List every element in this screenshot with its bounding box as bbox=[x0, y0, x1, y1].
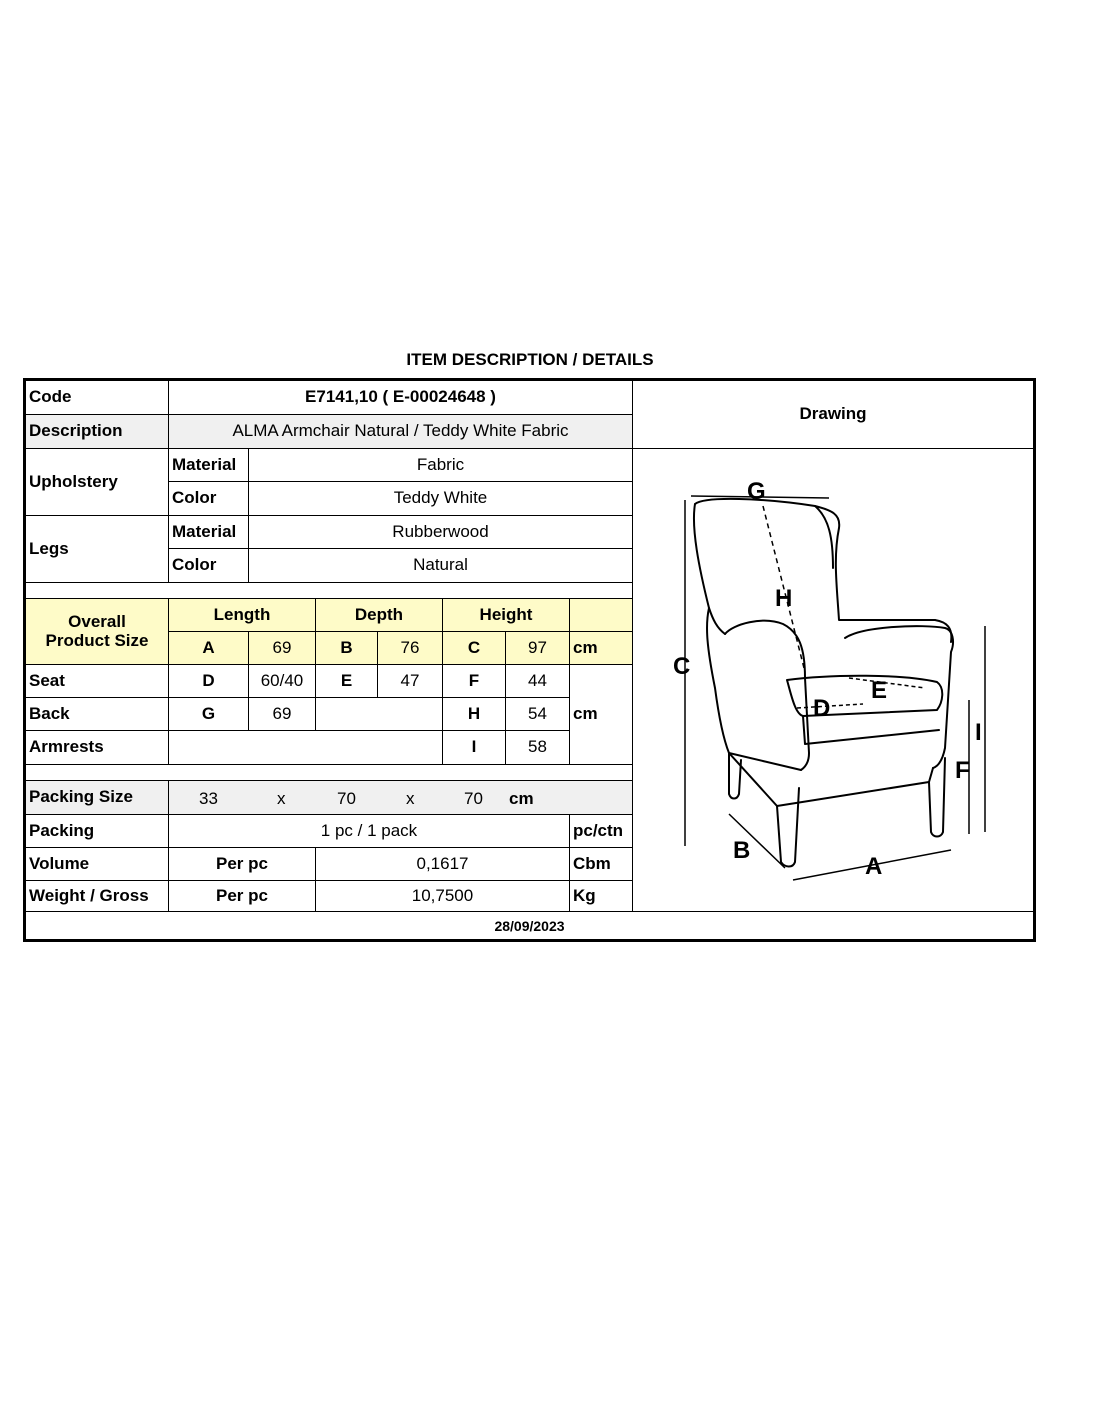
packing-size-label: Packing Size bbox=[26, 781, 169, 815]
packing-size-unit: cm bbox=[509, 789, 534, 808]
depth-header: Depth bbox=[316, 599, 443, 632]
chair-seat bbox=[787, 676, 942, 716]
dim-e-value: 47 bbox=[378, 665, 443, 698]
seat-label: Seat bbox=[26, 665, 169, 698]
overall-size-label-line2: Product Size bbox=[45, 630, 149, 650]
upholstery-label: Upholstery bbox=[26, 449, 169, 516]
letter-f: F bbox=[955, 757, 970, 784]
overall-size-label-line1: Overall bbox=[68, 611, 126, 631]
letter-a: A bbox=[865, 853, 883, 880]
volume-unit: Cbm bbox=[570, 848, 633, 881]
packing-size-d2: 70 bbox=[337, 789, 356, 808]
packing-label: Packing bbox=[26, 815, 169, 848]
legs-material-label: Material bbox=[169, 516, 249, 549]
height-header: Height bbox=[443, 599, 570, 632]
chair-leg-front-left bbox=[777, 788, 799, 867]
dim-b-label: B bbox=[316, 632, 378, 665]
dim-c-value: 97 bbox=[506, 632, 570, 665]
dim-g-value: 69 bbox=[249, 698, 316, 731]
dim-e-label: E bbox=[316, 665, 378, 698]
legs-color-value: Natural bbox=[249, 549, 633, 583]
weight-value: 10,7500 bbox=[316, 881, 570, 912]
packing-size-row bbox=[169, 781, 633, 815]
legs-label: Legs bbox=[26, 516, 169, 583]
letter-d: D bbox=[813, 695, 831, 722]
weight-label: Weight / Gross bbox=[26, 881, 169, 912]
dim-i-value: 58 bbox=[506, 731, 570, 765]
chair-leg-front-right bbox=[929, 758, 945, 837]
dim-c-label: C bbox=[443, 632, 506, 665]
volume-per: Per pc bbox=[169, 848, 316, 881]
legs-color-label: Color bbox=[169, 549, 249, 583]
spacer-row bbox=[26, 583, 633, 599]
dim-d-value: 60/40 bbox=[249, 665, 316, 698]
letter-e: E bbox=[871, 677, 888, 704]
page-title: ITEM DESCRIPTION / DETAILS bbox=[406, 350, 654, 369]
upholstery-color-value: Teddy White bbox=[249, 482, 633, 516]
dim-d-label: D bbox=[169, 665, 249, 698]
packing-size-d3: 70 bbox=[464, 789, 483, 808]
dim-f-label: F bbox=[443, 665, 506, 698]
code-value: E7141,10 ( E-00024648 ) bbox=[169, 381, 633, 415]
seat-back-arm-unit: cm bbox=[570, 665, 633, 765]
back-blank bbox=[316, 698, 443, 731]
letter-h: H bbox=[775, 585, 793, 612]
unit-header-blank bbox=[570, 599, 633, 632]
chair-left-arm-front bbox=[707, 608, 801, 770]
packing-value: 1 pc / 1 pack bbox=[169, 815, 570, 848]
chair-right-arm bbox=[845, 626, 953, 768]
overall-size-label bbox=[26, 599, 169, 665]
chair-left-arm bbox=[725, 621, 809, 770]
back-label: Back bbox=[26, 698, 169, 731]
upholstery-color-label: Color bbox=[169, 482, 249, 516]
chair-back-outline bbox=[695, 499, 935, 620]
upholstery-material-value: Fabric bbox=[249, 449, 633, 482]
length-header: Length bbox=[169, 599, 316, 632]
armrests-blank bbox=[169, 731, 443, 765]
armchair-drawing-svg bbox=[633, 448, 1033, 912]
spacer-row-2 bbox=[26, 765, 633, 781]
weight-unit: Kg bbox=[570, 881, 633, 912]
dim-g-label: G bbox=[169, 698, 249, 731]
letter-b: B bbox=[733, 837, 751, 864]
chair-left-wing bbox=[694, 504, 725, 634]
letter-i: I bbox=[975, 719, 982, 746]
dim-a-value: 69 bbox=[249, 632, 316, 665]
packing-unit: pc/ctn bbox=[570, 815, 633, 848]
dim-b-value: 76 bbox=[378, 632, 443, 665]
weight-per: Per pc bbox=[169, 881, 316, 912]
dim-h-label: H bbox=[443, 698, 506, 731]
volume-label: Volume bbox=[26, 848, 169, 881]
armrests-label: Armrests bbox=[26, 731, 169, 765]
packing-size-x2: x bbox=[406, 789, 415, 808]
dim-f-value: 44 bbox=[506, 665, 570, 698]
legs-material-value: Rubberwood bbox=[249, 516, 633, 549]
volume-value: 0,1617 bbox=[316, 848, 570, 881]
overall-unit: cm bbox=[570, 632, 633, 665]
dim-h-value: 54 bbox=[506, 698, 570, 731]
letter-c: C bbox=[673, 653, 691, 680]
dim-a-label: A bbox=[169, 632, 249, 665]
chair-back-right bbox=[815, 506, 833, 568]
document-date: 28/09/2023 bbox=[494, 917, 565, 934]
description-label: Description bbox=[26, 415, 169, 449]
description-value: ALMA Armchair Natural / Teddy White Fabric bbox=[169, 415, 633, 449]
code-label: Code bbox=[26, 381, 169, 415]
upholstery-material-label: Material bbox=[169, 449, 249, 482]
letter-g: G bbox=[747, 478, 766, 505]
spec-sheet bbox=[23, 378, 1036, 942]
drawing-label: Drawing bbox=[633, 381, 1033, 449]
packing-size-d1: 33 bbox=[199, 789, 218, 808]
armchair-drawing bbox=[633, 448, 1033, 912]
packing-size-x1: x bbox=[277, 789, 286, 808]
dim-i-label: I bbox=[443, 731, 506, 765]
